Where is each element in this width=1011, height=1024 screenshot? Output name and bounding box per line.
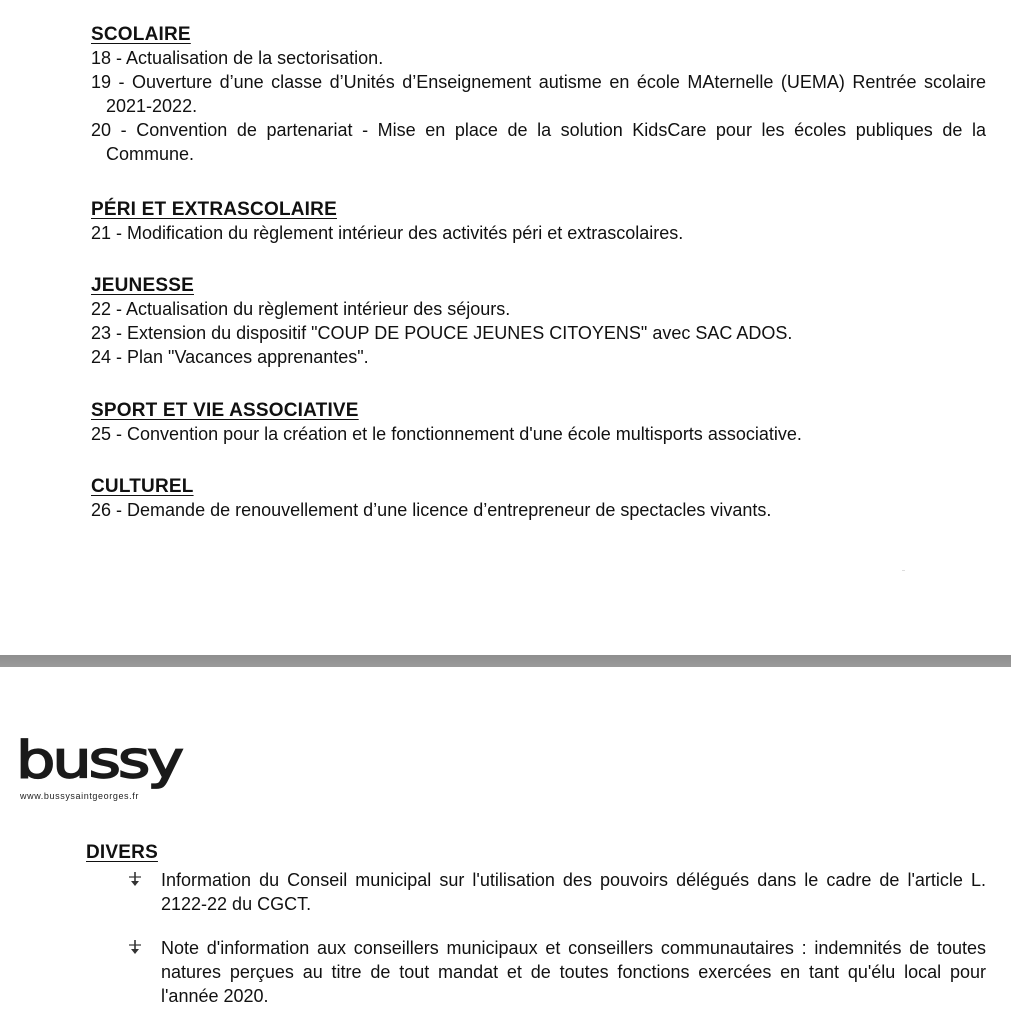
item-number: 25 (91, 424, 112, 444)
section-peri-extrascolaire (91, 199, 986, 245)
arrow-down-icon (126, 870, 144, 888)
agenda-item: 25 - Convention pour la création et le fonctionnement d'une école multisports associative. (91, 424, 802, 444)
scan-speck (902, 570, 905, 571)
section-heading: SCOLAIRE (91, 24, 191, 45)
list-item (86, 936, 986, 1008)
section-sport-vie-associative (91, 400, 986, 446)
item-number: 24 (91, 347, 112, 367)
item-text: Ouverture d’une classe d’Unités d’Enseignement autisme en école MAternelle (UEMA) Rentrée scolaire 2021-2022. (106, 72, 986, 116)
agenda-item: 21 - Modification du règlement intérieur des activités péri et extrascolaires. (91, 223, 684, 243)
bullet-text: Information du Conseil municipal sur l'utilisation des pouvoirs délégués dans le cadre de l'article L. 2122-22 du CGCT. (161, 870, 986, 914)
agenda-item: 23 - Extension du dispositif "COUP DE POUCE JEUNES CITOYENS" avec SAC ADOS. (91, 323, 793, 343)
item-number: 26 (91, 500, 112, 520)
section-divers (86, 842, 986, 1008)
item-number: 21 (91, 223, 112, 243)
item-text: Actualisation de la sectorisation. (126, 48, 384, 68)
bullet-text: Note d'information aux conseillers municipaux et conseillers communautaires : indemnités de toutes natures perçues au titre de tout mandat et de toutes fonctions exercées en tant qu'élu local pour l'année 2020. (161, 938, 986, 1006)
section-heading: PÉRI ET EXTRASCOLAIRE (91, 199, 337, 220)
item-text: Demande de renouvellement d’une licence d’entrepreneur de spectacles vivants. (127, 500, 772, 520)
agenda-item: 19 - Ouverture d’une classe d’Unités d’Enseignement autisme en école MAternelle (UEMA) Rentrée scolaire 2021-2022. (91, 72, 986, 116)
page-separator (0, 655, 1011, 667)
item-number: 23 (91, 323, 112, 343)
list-item (86, 868, 986, 916)
item-number: 22 (91, 299, 112, 319)
item-text: Actualisation du règlement intérieur des séjours. (126, 299, 511, 319)
section-scolaire (91, 24, 986, 166)
item-text: Convention pour la création et le fonctionnement d'une école multisports associative. (127, 424, 802, 444)
document-page-bottom (0, 667, 1011, 1024)
bussy-logo (16, 730, 206, 801)
agenda-item: 26 - Demande de renouvellement d’une licence d’entrepreneur de spectacles vivants. (91, 500, 772, 520)
agenda-item: 20 - Convention de partenariat - Mise en place de la solution KidsCare pour les écoles publiques de la Commune. (91, 120, 986, 164)
arrow-down-icon (126, 938, 144, 956)
logo-wordmark: bussy (16, 730, 181, 790)
agenda-item: 24 - Plan "Vacances apprenantes". (91, 347, 369, 367)
logo-url: www.bussysaintgeorges.fr (20, 791, 139, 801)
item-text: Plan "Vacances apprenantes". (127, 347, 369, 367)
item-text: Extension du dispositif "COUP DE POUCE JEUNES CITOYENS" avec SAC ADOS. (127, 323, 793, 343)
section-culturel (91, 476, 986, 522)
item-text: Convention de partenariat - Mise en place de la solution KidsCare pour les écoles publiques de la Commune. (106, 120, 986, 164)
section-jeunesse (91, 275, 986, 369)
section-heading: CULTUREL (91, 476, 194, 497)
agenda-item: 22 - Actualisation du règlement intérieur des séjours. (91, 299, 511, 319)
item-number: 18 (91, 48, 112, 68)
section-heading: DIVERS (86, 842, 158, 863)
section-heading: SPORT ET VIE ASSOCIATIVE (91, 400, 359, 421)
item-number: 19 (91, 72, 112, 92)
item-number: 20 (91, 120, 112, 140)
item-text: Modification du règlement intérieur des activités péri et extrascolaires. (127, 223, 684, 243)
section-heading: JEUNESSE (91, 275, 194, 296)
agenda-item: 18 - Actualisation de la sectorisation. (91, 48, 384, 68)
